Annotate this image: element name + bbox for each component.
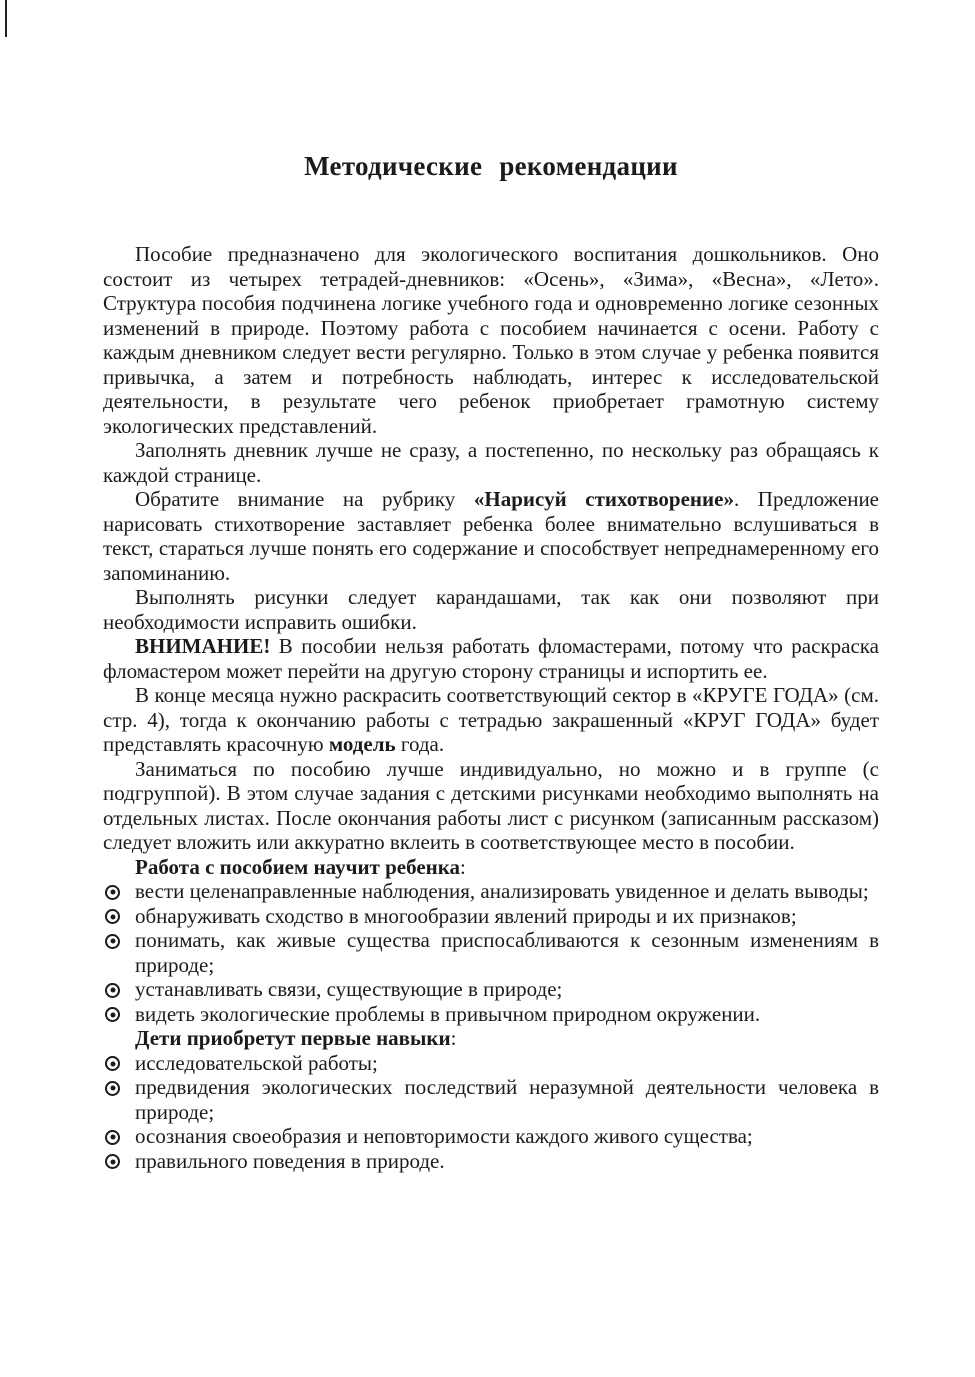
list-item-text: осознания своеобразия и неповторимости каждого живого существа; — [135, 1124, 753, 1148]
list-item-text: обнаруживать сходство в многообразии явлений природы и их признаков; — [135, 903, 797, 928]
page-title: Методические рекомендации — [304, 151, 678, 181]
paragraph-purpose: Пособие предназначено для экологического воспитания дошкольников. Оно состоит из четырех тетрадей-дневников: «Осень», «Зима», «Весна», «Лето». Структура пособия подчинена логике учебного года и одновременно логике сезонных изменений в природе. Поэтому работа с пособием начинается с осени. Работу с каждым дневником следует вести регулярно. Только в этом случае у ребенка появится привычка, а затем и потребность наблюдать, интерес к исследовательской деятельности, в результате чего ребенок приобретает грамотную систему экологических представлений. — [103, 242, 879, 438]
list-item — [103, 904, 879, 929]
list-item-text: вести целенаправленные наблюдения, анализировать увиденное и делать выводы; — [135, 879, 869, 903]
bullet-list-skills — [103, 1051, 879, 1174]
heading-skills-bold: Дети приобретут первые навыки — [135, 1026, 451, 1050]
bullseye-bullet-icon — [105, 909, 120, 924]
list-item-text: понимать, как живые существа приспосабливаются к сезонным изменениям в природе; — [135, 928, 879, 977]
list-item — [103, 1124, 879, 1149]
bullet-list-learn — [103, 879, 879, 1026]
list-item-text: исследовательской работы; — [135, 1050, 378, 1075]
heading-learn — [103, 855, 879, 880]
list-item-text: видеть экологические проблемы в привычном природном окружении. — [135, 1001, 761, 1026]
list-item — [103, 879, 879, 904]
list-item-text: устанавливать связи, существующие в природе; — [135, 977, 563, 1001]
bullseye-bullet-icon — [105, 1007, 120, 1022]
attention-word-bold: ВНИМАНИЕ! — [135, 634, 271, 658]
paragraph-attention — [103, 634, 879, 683]
paragraph-draw-poem-post: . Предложение нарисовать стихотворение заставляет ребенка более внимательно вслушиваться в текст, стараться лучше понять его содержание и способствует непреднамеренному его запоминанию. — [103, 487, 879, 585]
paragraph-diary-filling: Заполнять дневник лучше не сразу, а постепенно, по нескольку раз обращаясь к каждой странице. — [103, 438, 879, 487]
paragraph-circle-pre: В конце месяца нужно раскрасить соответствующий сектор в «КРУГЕ ГОДА» (см. стр. 4), тогда к окончанию работы с тетрадью закрашенный «КРУГ ГОДА» будет представлять красочную — [103, 683, 879, 756]
list-item — [103, 977, 879, 1002]
list-item-text: правильного поведения в природе. — [135, 1148, 445, 1173]
body-text — [103, 242, 879, 1173]
heading-learn-bold: Работа с пособием научит ребенка — [135, 854, 461, 879]
bullseye-bullet-icon — [105, 983, 120, 998]
paragraph-circle-of-year — [103, 683, 879, 757]
list-item — [103, 1051, 879, 1076]
paragraph-circle-post: года. — [395, 732, 445, 756]
bullseye-bullet-icon — [105, 885, 120, 900]
paragraph-attention-rest: В пособии нельзя работать фломастерами, потому что раскраска фломастером может перейти на другую сторону страницы и испортить ее. — [103, 634, 879, 683]
bullseye-bullet-icon — [105, 1154, 120, 1169]
page-corner-crop-mark — [5, 0, 7, 37]
model-word-bold: модель — [328, 732, 396, 756]
list-item — [103, 1075, 879, 1124]
bullseye-bullet-icon — [105, 1056, 120, 1071]
paragraph-draw-poem-pre: Обратите внимание на рубрику — [135, 487, 474, 511]
paragraph-group-work: Заниматься по пособию лучше индивидуально, но можно и в группе (с подгруппой). В этом случае задания с детскими рисунками необходимо выполнять на отдельных листах. После окончания работы лист с рисунком (записанным рассказом) следует вложить или аккуратно вклеить в соответствующее место в пособии. — [103, 756, 879, 854]
bullseye-bullet-icon — [105, 934, 120, 949]
rubric-name-bold: «Нарисуй стихотворение» — [473, 487, 734, 511]
heading-learn-colon: : — [460, 854, 466, 879]
page-content — [103, 150, 879, 1173]
list-item-text: предвидения экологических последствий неразумной деятельности человека в природе; — [135, 1075, 879, 1124]
paragraph-pencils: Выполнять рисунки следует карандашами, так как они позволяют при необходимости исправить ошибки. — [103, 585, 879, 634]
list-item — [103, 928, 879, 977]
paragraph-draw-poem — [103, 487, 879, 585]
bullseye-bullet-icon — [105, 1130, 120, 1145]
heading-skills-colon: : — [450, 1026, 457, 1050]
heading-skills — [103, 1026, 879, 1051]
list-item — [103, 1002, 879, 1027]
list-item — [103, 1149, 879, 1174]
bullseye-bullet-icon — [105, 1081, 120, 1096]
